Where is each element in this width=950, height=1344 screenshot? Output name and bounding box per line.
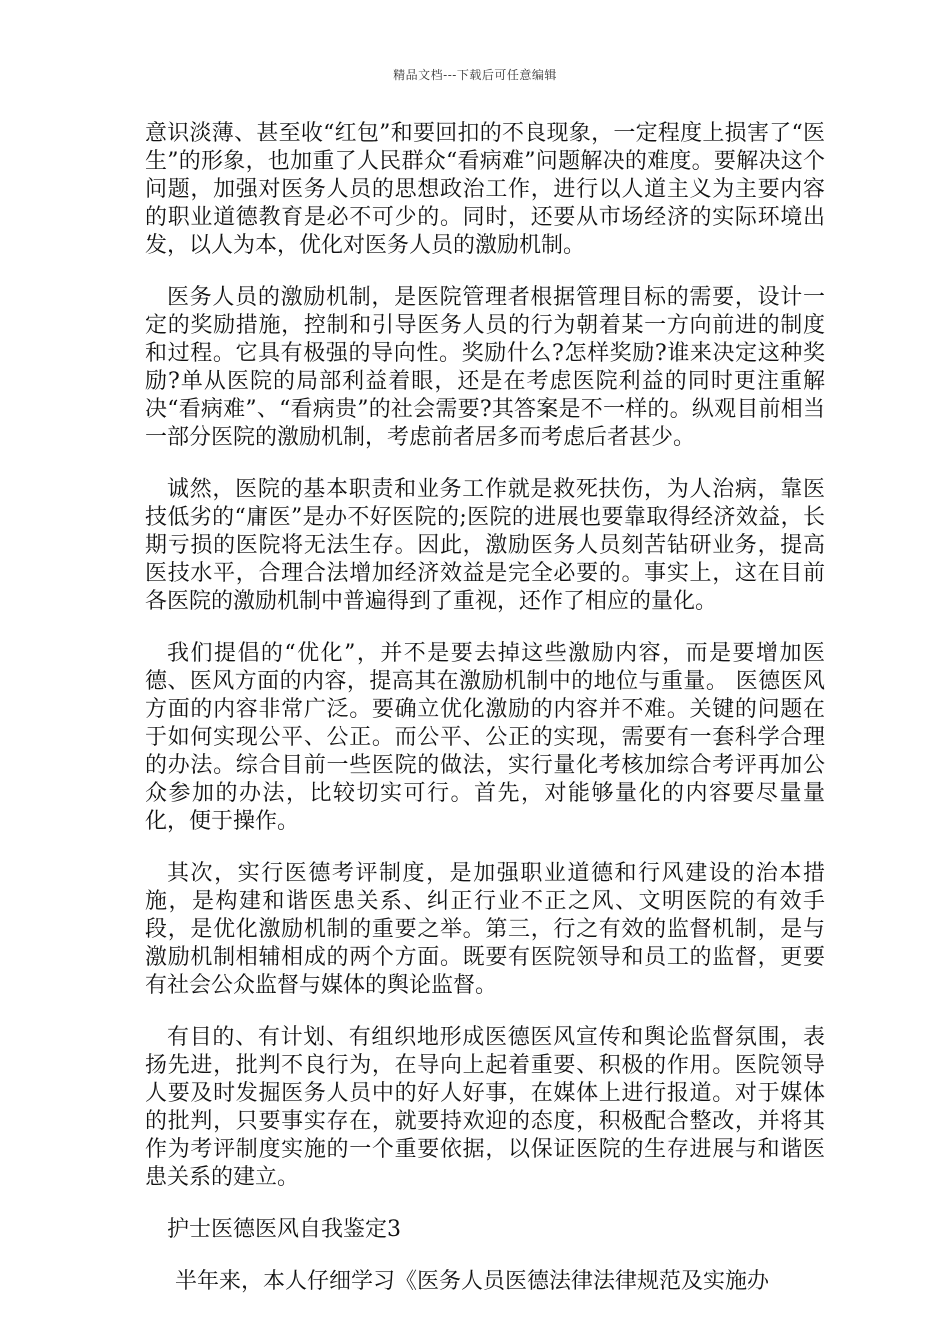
paragraph-1: 意识淡薄、甚至收“红包”和要回扣的不良现象，一定程度上损害了“医生”的形象，也加重了人民群众“看病难”问题解决的难度。要解决这个问题，加强对医务人员的思想政治工作，进行以人道主义为主要内容的职业道德教育是必不可少的。同时，还要从市场经济的实际环境出发，以人为本，优化对医务人员的激励机制。 [145,121,825,258]
paragraph-5: 其次，实行医德考评制度，是加强职业道德和行风建设的治本措施，是构建和谐医患关系、纠正行业不正之风、文明医院的有效手段，是优化激励机制的重要之举。第三，行之有效的监督机制，是与激励机制相辅相成的两个方面。既要有医院领导和员工的监督，更要有社会公众监督与媒体的舆论监督。 [145,861,825,998]
section-heading: 护士医德医风自我鉴定3 [167,1217,401,1242]
page-header: 精品文档---下载后可任意编辑 [393,68,557,82]
paragraph-4: 我们提倡的“优化”，并不是要去掉这些激励内容，而是要增加医德、医风方面的内容，提高其在激励机制中的地位与重量。 医德医风方面的内容非常广泛。要确立优化激励的内容并不难。关键的问题在于如何实现公平、公正。而公平、公正的实现，需要有一套科学合理的办法。综合目前一些医院的做法，实行量化考核加综合考评再加公众参加的办法，比较切实可行。首先，对能够量化的内容要尽量量化，便于操作。 [145,641,825,834]
paragraph-3: 诚然，医院的基本职责和业务工作就是救死扶伤，为人治病，靠医技低劣的“庸医”是办不好医院的;医院的进展也要靠取得经济效益，长期亏损的医院将无法生存。因此，激励医务人员刻苦钻研业务，提高医技水平，合理合法增加经济效益是完全必要的。事实上，这在目前各医院的激励机制中普遍得到了重视，还作了相应的量化。 [145,477,825,614]
document-body [145,120,825,1320]
paragraph-6: 有目的、有计划、有组织地形成医德医风宣传和舆论监督氛围，表扬先进，批判不良行为，在导向上起着重要、积极的作用。医院领导人要及时发掘医务人员中的好人好事，在媒体上进行报道。对于媒体的批判，只要事实存在，就要持欢迎的态度，积极配合整改，并将其作为考评制度实施的一个重要依据，以保证医院的生存进展与和谐医患关系的建立。 [145,1025,825,1190]
paragraph-2: 医务人员的激励机制，是医院管理者根据管理目标的需要，设计一定的奖励措施，控制和引导医务人员的行为朝着某一方向前进的制度和过程。它具有极强的导向性。奖励什么?怎样奖励?谁来决定这种奖励?单从医院的局部利益着眼，还是在考虑医院利益的同时更注重解决“看病难”、“看病贵”的社会需要?其答案是不一样的。纵观目前相当一部分医院的激励机制，考虑前者居多而考虑后者甚少。 [145,285,825,450]
paragraph-7: 半年来，本人仔细学习《医务人员医德法律法律规范及实施办 [175,1269,770,1294]
